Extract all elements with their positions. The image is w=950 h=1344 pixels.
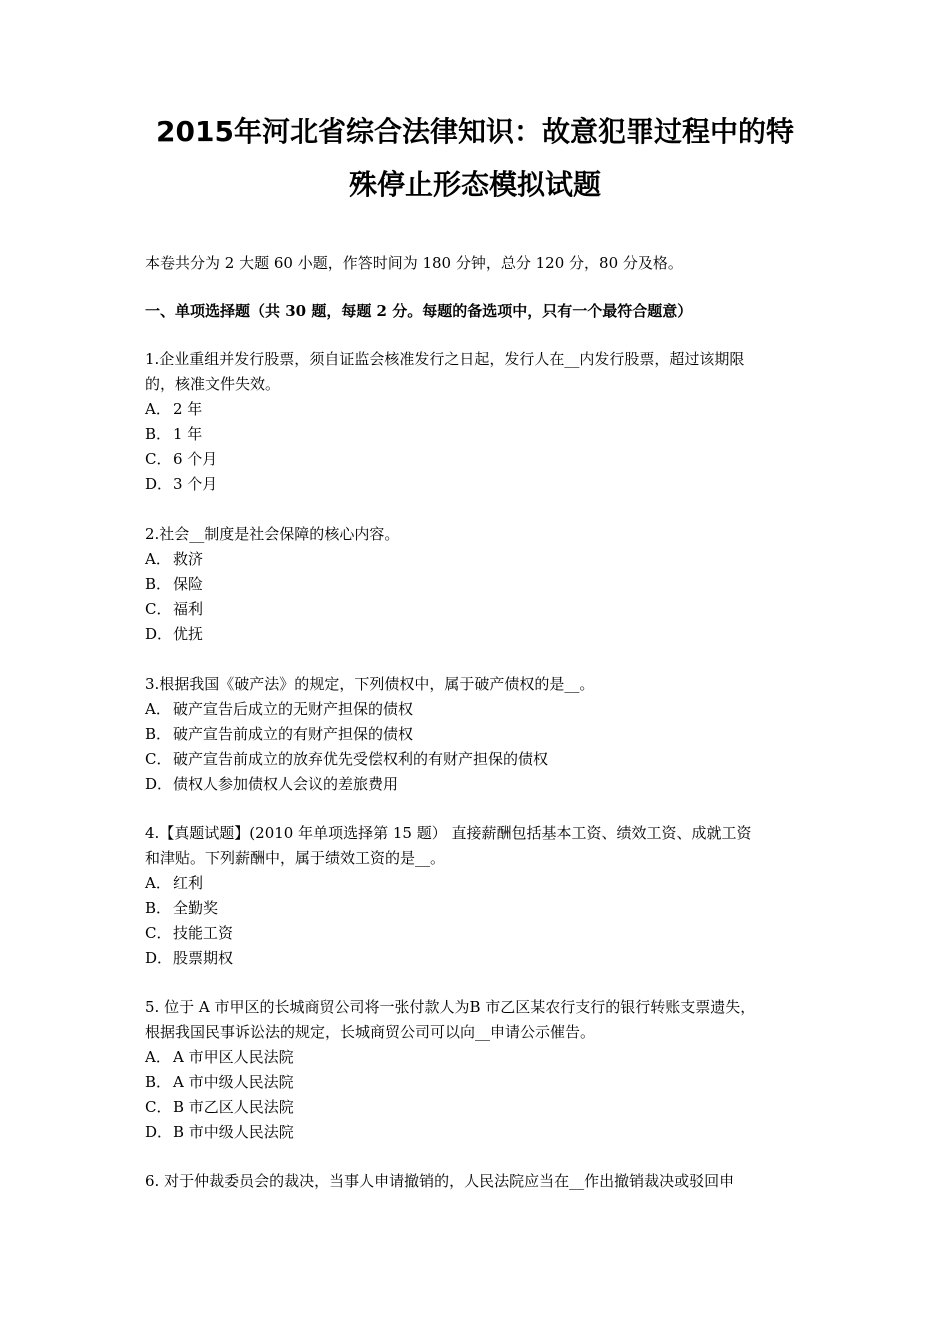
page-title-line-2: 殊停止形态模拟试题 xyxy=(348,168,601,201)
question-stem: 3.根据我国《破产法》的规定，下列债权中，属于破产债权的是__。 xyxy=(145,675,595,693)
question-4 xyxy=(145,821,825,971)
question-stem: 6. 对于仲裁委员会的裁决，当事人申请撤销的，人民法院应当在__作出撤销裁决或驳回申 xyxy=(145,1172,735,1190)
option-c: C． 技能工资 xyxy=(145,924,234,942)
option-c: C． 福利 xyxy=(145,600,204,618)
option-d: D．优抚 xyxy=(145,625,204,643)
question-1 xyxy=(145,347,825,497)
option-d: D．股票期权 xyxy=(145,949,234,967)
option-d: D．B 市中级人民法院 xyxy=(145,1123,294,1141)
option-c: C． 6 个月 xyxy=(145,450,218,468)
question-3 xyxy=(145,672,825,797)
option-a: A． A 市甲区人民法院 xyxy=(145,1048,294,1066)
option-c: C． 破产宣告前成立的放弃优先受偿权利的有财产担保的债权 xyxy=(145,750,549,768)
question-stem: 5. 位于 A 市甲区的长城商贸公司将一张付款人为B 市乙区某农行支行的银行转账支票遗失， xyxy=(145,998,756,1016)
question-stem: 1.企业重组并发行股票，须自证监会核准发行之日起，发行人在__内发行股票，超过该期限 xyxy=(145,350,745,368)
question-stem: 的，核准文件失效。 xyxy=(145,375,281,393)
question-stem: 和津贴。下列薪酬中，属于绩效工资的是__。 xyxy=(145,849,446,867)
option-b: B． 破产宣告前成立的有财产担保的债权 xyxy=(145,725,414,743)
option-a: A． 红利 xyxy=(145,874,204,892)
section-heading: 一、单项选择题（共 30 题，每题 2 分。每题的备选项中，只有一个最符合题意） xyxy=(145,302,693,320)
question-5 xyxy=(145,995,825,1145)
question-stem: 根据我国民事诉讼法的规定，长城商贸公司可以向__申请公示催告。 xyxy=(145,1023,596,1041)
option-d: D．债权人参加债权人会议的差旅费用 xyxy=(145,775,399,793)
page-title-line-1: 2015年河北省综合法律知识：故意犯罪过程中的特 xyxy=(156,115,794,148)
question-2 xyxy=(145,522,825,647)
option-b: B． 1 年 xyxy=(145,425,203,443)
option-b: B． 保险 xyxy=(145,575,204,593)
option-a: A． 救济 xyxy=(145,550,204,568)
option-a: A． 破产宣告后成立的无财产担保的债权 xyxy=(145,700,414,718)
option-c: C． B 市乙区人民法院 xyxy=(145,1098,294,1116)
option-a: A． 2 年 xyxy=(145,400,203,418)
question-stem: 2.社会__制度是社会保障的核心内容。 xyxy=(145,525,400,543)
exam-intro: 本卷共分为 2 大题 60 小题，作答时间为 180 分钟，总分 120 分，80 分及格。 xyxy=(145,254,683,272)
option-b: B． A 市中级人民法院 xyxy=(145,1073,294,1091)
option-d: D．3 个月 xyxy=(145,475,218,493)
question-stem: 4.【真题试题】(2010 年单项选择第 15 题） 直接薪酬包括基本工资、绩效工资、成就工资 xyxy=(145,824,752,842)
question-6 xyxy=(145,1169,825,1194)
option-b: B． 全勤奖 xyxy=(145,899,219,917)
